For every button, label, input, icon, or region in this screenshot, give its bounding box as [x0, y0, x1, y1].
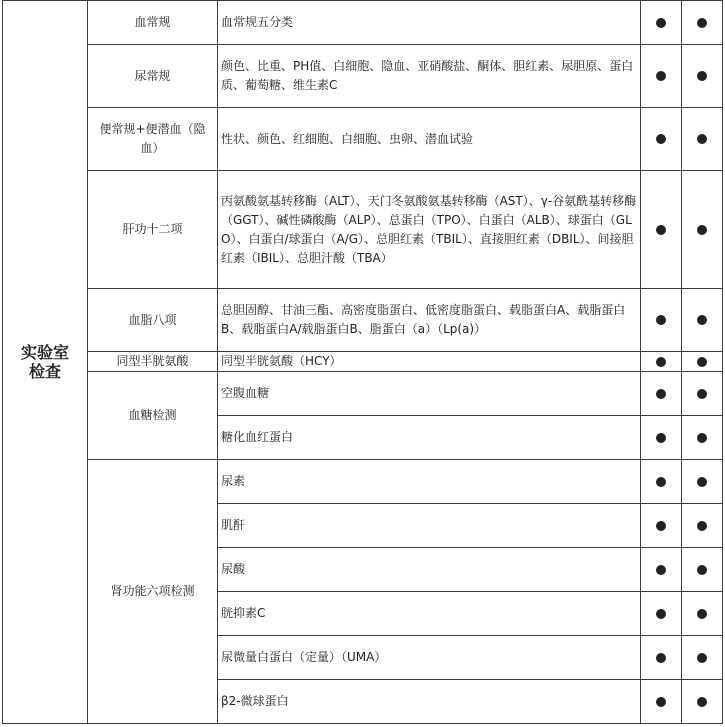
filled-dot-icon	[697, 477, 707, 487]
filled-dot-icon	[697, 357, 707, 367]
filled-dot-icon	[656, 225, 666, 235]
mark-cell	[682, 171, 723, 289]
filled-dot-icon	[697, 225, 707, 235]
filled-dot-icon	[697, 18, 707, 28]
mark-cell	[641, 171, 682, 289]
table-row	[3, 289, 723, 352]
item-cell: β2-微球蛋白	[218, 680, 641, 724]
item-cell: 同型半胱氨酸（HCY）	[218, 352, 641, 372]
category-cell: 同型半胱氨酸	[88, 352, 218, 372]
mark-cell	[682, 108, 723, 171]
filled-dot-icon	[656, 18, 666, 28]
mark-cell	[682, 352, 723, 372]
item-cell: 糖化血红蛋白	[218, 416, 641, 460]
mark-cell	[641, 680, 682, 724]
filled-dot-icon	[697, 521, 707, 531]
item-cell: 性状、颜色、红细胞、白细胞、虫卵、潜血试验	[218, 108, 641, 171]
mark-cell	[641, 592, 682, 636]
filled-dot-icon	[697, 433, 707, 443]
filled-dot-icon	[656, 609, 666, 619]
item-cell: 颜色、比重、PH值、白细胞、隐血、亚硝酸盐、酮体、胆红素、尿胆原、蛋白质、葡萄糖、维生素C	[218, 45, 641, 108]
filled-dot-icon	[656, 477, 666, 487]
section-label: 实验室检查	[20, 343, 69, 381]
item-cell: 空腹血糖	[218, 372, 641, 416]
filled-dot-icon	[656, 389, 666, 399]
filled-dot-icon	[697, 71, 707, 81]
filled-dot-icon	[697, 565, 707, 575]
filled-dot-icon	[697, 609, 707, 619]
item-cell: 尿酸	[218, 548, 641, 592]
mark-cell	[641, 289, 682, 352]
item-cell: 尿素	[218, 460, 641, 504]
item-cell: 丙氨酸氨基转移酶（ALT）、天门冬氨酸氨基转移酶（AST）、γ-谷氨酰基转移酶（GGT）、碱性磷酸酶（ALP）、总蛋白（TPO）、白蛋白（ALB）、球蛋白（GLO）、白蛋白/球蛋白（A/G）、总胆红素（TBIL）、直接胆红素（DBIL）、间接胆红素（IBIL）、总胆汁酸（TBA）	[218, 171, 641, 289]
mark-cell	[641, 1, 682, 45]
table-row	[3, 1, 723, 45]
mark-cell	[682, 548, 723, 592]
category-cell: 肾功能六项检测	[88, 460, 218, 724]
filled-dot-icon	[656, 697, 666, 707]
category-cell: 尿常规	[88, 45, 218, 108]
table-row	[3, 45, 723, 108]
item-cell: 血常规五分类	[218, 1, 641, 45]
mark-cell	[682, 592, 723, 636]
filled-dot-icon	[656, 433, 666, 443]
mark-cell	[682, 1, 723, 45]
item-cell: 尿微量白蛋白（定量）（UMA）	[218, 636, 641, 680]
mark-cell	[682, 416, 723, 460]
filled-dot-icon	[697, 697, 707, 707]
filled-dot-icon	[656, 357, 666, 367]
filled-dot-icon	[656, 565, 666, 575]
mark-cell	[641, 108, 682, 171]
category-cell: 血常规	[88, 1, 218, 45]
mark-cell	[682, 460, 723, 504]
mark-cell	[682, 289, 723, 352]
category-cell: 肝功十二项	[88, 171, 218, 289]
mark-cell	[641, 352, 682, 372]
category-cell: 血糖检测	[88, 372, 218, 460]
table-row	[3, 460, 723, 504]
mark-cell	[682, 45, 723, 108]
filled-dot-icon	[656, 315, 666, 325]
table-row	[3, 171, 723, 289]
filled-dot-icon	[697, 315, 707, 325]
mark-cell	[682, 636, 723, 680]
mark-cell	[641, 460, 682, 504]
item-cell: 总胆固醇、甘油三酯、高密度脂蛋白、低密度脂蛋白、载脂蛋白A、载脂蛋白B、载脂蛋白A/载脂蛋白B、脂蛋白（a）（Lp(a)）	[218, 289, 641, 352]
filled-dot-icon	[656, 653, 666, 663]
mark-cell	[641, 372, 682, 416]
mark-cell	[682, 680, 723, 724]
table-row	[3, 372, 723, 416]
filled-dot-icon	[656, 134, 666, 144]
item-cell: 胱抑素C	[218, 592, 641, 636]
mark-cell	[641, 504, 682, 548]
mark-cell	[641, 416, 682, 460]
filled-dot-icon	[656, 71, 666, 81]
mark-cell	[641, 548, 682, 592]
table-row	[3, 352, 723, 372]
filled-dot-icon	[697, 134, 707, 144]
filled-dot-icon	[697, 389, 707, 399]
mark-cell	[682, 504, 723, 548]
mark-cell	[641, 45, 682, 108]
lab-exam-table	[2, 0, 723, 724]
category-cell: 血脂八项	[88, 289, 218, 352]
mark-cell	[641, 636, 682, 680]
category-cell: 便常规+便潜血（隐血）	[88, 108, 218, 171]
item-cell: 肌酐	[218, 504, 641, 548]
table-row	[3, 108, 723, 171]
section-label-cell	[3, 1, 88, 724]
mark-cell	[682, 372, 723, 416]
filled-dot-icon	[656, 521, 666, 531]
filled-dot-icon	[697, 653, 707, 663]
